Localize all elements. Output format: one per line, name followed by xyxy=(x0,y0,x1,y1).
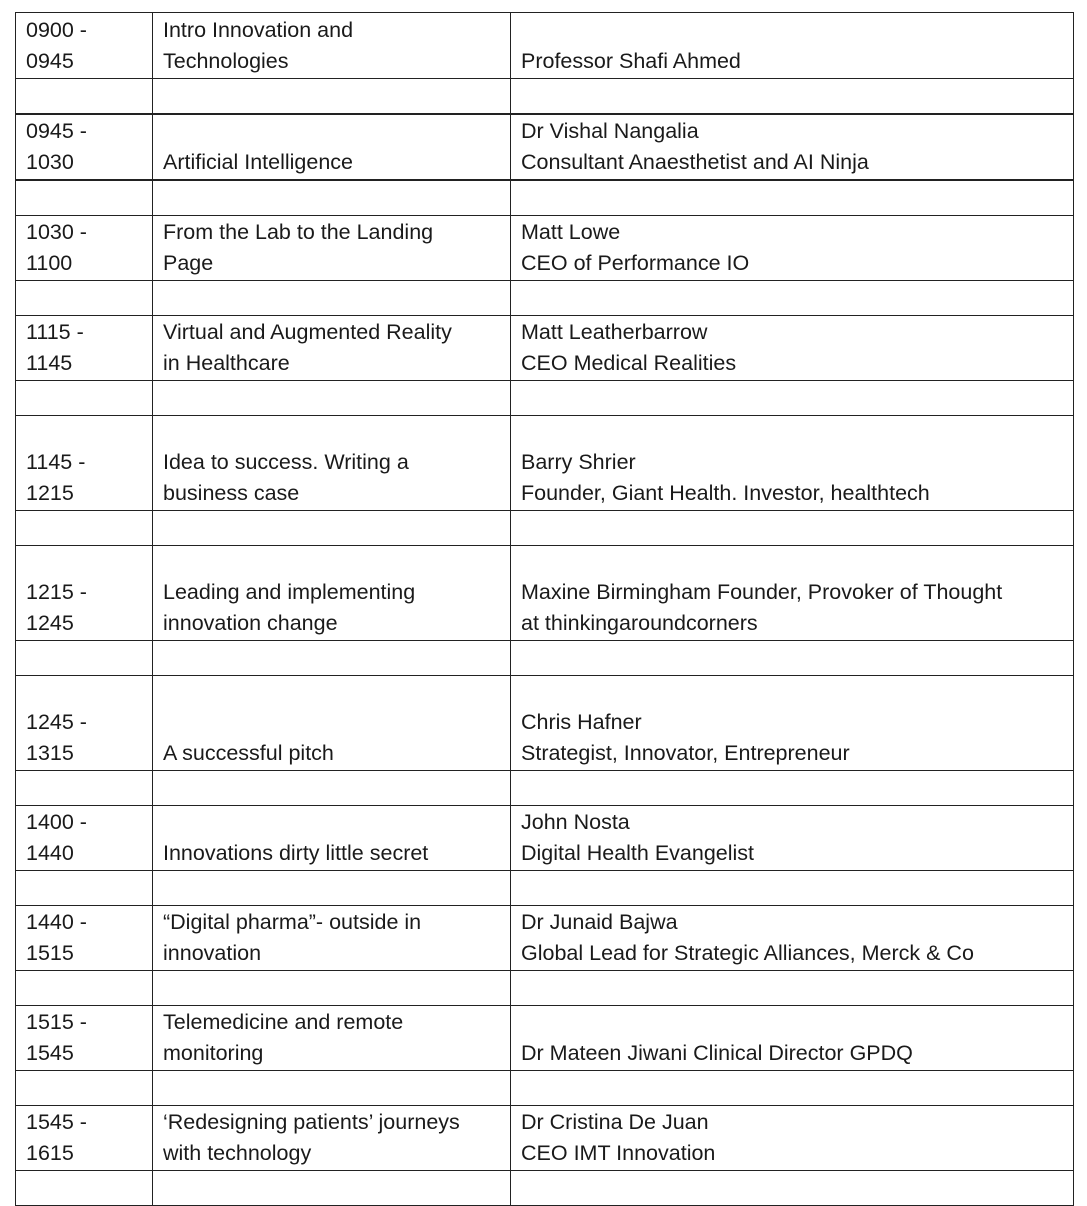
session-speaker: Dr Vishal Nangalia Consultant Anaesthetist and AI Ninja xyxy=(511,114,1074,180)
session-speaker: John Nosta Digital Health Evangelist xyxy=(511,806,1074,871)
spacer-row xyxy=(16,381,1074,416)
session-row xyxy=(16,13,1074,79)
session-speaker: Dr Cristina De Juan CEO IMT Innovation xyxy=(511,1106,1074,1171)
spacer-row xyxy=(16,511,1074,546)
agenda-body xyxy=(16,13,1074,1206)
session-title: Leading and implementing innovation change xyxy=(153,546,511,641)
session-time: 1215 - 1245 xyxy=(16,546,153,641)
session-speaker: Dr Junaid Bajwa Global Lead for Strategic Alliances, Merck & Co xyxy=(511,906,1074,971)
session-time: 0945 - 1030 xyxy=(16,114,153,180)
session-title: Virtual and Augmented Reality in Healthcare xyxy=(153,316,511,381)
session-row xyxy=(16,316,1074,381)
spacer-row xyxy=(16,771,1074,806)
session-time: 1515 - 1545 xyxy=(16,1006,153,1071)
session-speaker: Dr Mateen Jiwani Clinical Director GPDQ xyxy=(511,1006,1074,1071)
session-time: 1440 - 1515 xyxy=(16,906,153,971)
session-time: 1400 - 1440 xyxy=(16,806,153,871)
session-title: From the Lab to the Landing Page xyxy=(153,216,511,281)
session-time: 0900 - 0945 xyxy=(16,13,153,79)
session-row xyxy=(16,806,1074,871)
session-speaker: Matt Lowe CEO of Performance IO xyxy=(511,216,1074,281)
session-title: Artificial Intelligence xyxy=(153,114,511,180)
session-speaker: Barry Shrier Founder, Giant Health. Investor, healthtech xyxy=(511,416,1074,511)
session-row xyxy=(16,676,1074,771)
session-time: 1245 - 1315 xyxy=(16,676,153,771)
session-time: 1030 - 1100 xyxy=(16,216,153,281)
session-speaker: Maxine Birmingham Founder, Provoker of Thought at thinkingaroundcorners xyxy=(511,546,1074,641)
session-title: “Digital pharma”- outside in innovation xyxy=(153,906,511,971)
session-time: 1115 - 1145 xyxy=(16,316,153,381)
spacer-row xyxy=(16,641,1074,676)
spacer-row xyxy=(16,871,1074,906)
spacer-row xyxy=(16,1071,1074,1106)
session-time: 1545 - 1615 xyxy=(16,1106,153,1171)
agenda-table xyxy=(15,12,1074,1206)
session-title: Innovations dirty little secret xyxy=(153,806,511,871)
spacer-row xyxy=(16,79,1074,115)
session-title: Telemedicine and remote monitoring xyxy=(153,1006,511,1071)
session-speaker: Matt Leatherbarrow CEO Medical Realities xyxy=(511,316,1074,381)
session-title: ‘Redesigning patients’ journeys with technology xyxy=(153,1106,511,1171)
session-row xyxy=(16,906,1074,971)
session-row xyxy=(16,1006,1074,1071)
spacer-row xyxy=(16,971,1074,1006)
session-title: Idea to success. Writing a business case xyxy=(153,416,511,511)
session-row xyxy=(16,114,1074,180)
session-row xyxy=(16,216,1074,281)
session-time: 1145 - 1215 xyxy=(16,416,153,511)
session-speaker: Chris Hafner Strategist, Innovator, Entrepreneur xyxy=(511,676,1074,771)
session-title: Intro Innovation and Technologies xyxy=(153,13,511,79)
session-row xyxy=(16,1106,1074,1171)
session-speaker: Professor Shafi Ahmed xyxy=(511,13,1074,79)
spacer-row xyxy=(16,180,1074,216)
spacer-row xyxy=(16,281,1074,316)
session-row xyxy=(16,546,1074,641)
session-row xyxy=(16,416,1074,511)
session-title: A successful pitch xyxy=(153,676,511,771)
spacer-row xyxy=(16,1171,1074,1206)
